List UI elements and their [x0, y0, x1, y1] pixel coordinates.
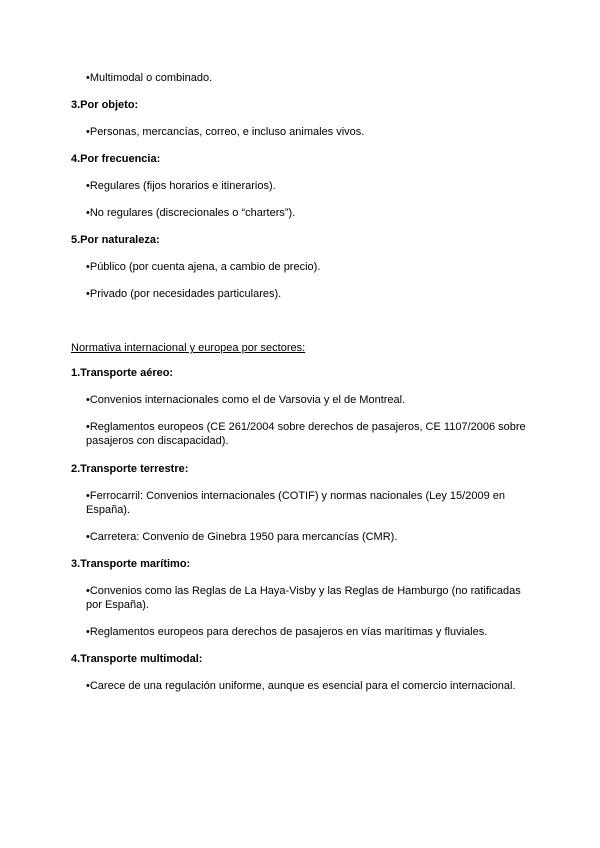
heading-por-objeto: 3.Por objeto: [71, 99, 139, 111]
bullet-publico: •Público (por cuenta ajena, a cambio de precio). [86, 261, 321, 273]
section-title-normativa: Normativa internacional y europea por sectores: [71, 342, 306, 354]
heading-por-naturaleza: 5.Por naturaleza: [71, 234, 160, 246]
bullet-multimodal: •Multimodal o combinado. [86, 72, 213, 84]
heading-transporte-terrestre: 2.Transporte terrestre: [71, 463, 189, 475]
heading-transporte-maritimo: 3.Transporte marítimo: [71, 558, 191, 570]
bullet-convenios-maritimo: •Convenios como las Reglas de La Haya-Visby y las Reglas de Hamburgo (no ratificadas por España). [86, 585, 521, 611]
bullet-carretera: •Carretera: Convenio de Ginebra 1950 para mercancías (CMR). [86, 531, 398, 543]
bullet-convenios-aereo: •Convenios internacionales como el de Varsovia y el de Montreal. [86, 394, 406, 406]
heading-transporte-aereo: 1.Transporte aéreo: [71, 367, 174, 379]
bullet-privado: •Privado (por necesidades particulares). [86, 288, 282, 300]
bullet-personas: •Personas, mercancías, correo, e incluso animales vivos. [86, 126, 365, 138]
heading-por-frecuencia: 4.Por frecuencia: [71, 153, 161, 165]
bullet-reglamentos-maritimo: •Reglamentos europeos para derechos de pasajeros en vías marítimas y fluviales. [86, 626, 488, 638]
bullet-regulacion-multimodal: •Carece de una regulación uniforme, aunque es esencial para el comercio internacional. [86, 680, 516, 692]
bullet-no-regulares: •No regulares (discrecionales o “charters”). [86, 207, 296, 219]
bullet-ferrocarril: •Ferrocarril: Convenios internacionales (COTIF) y normas nacionales (Ley 15/2009 en España). [86, 490, 505, 516]
bullet-reglamentos-aereo: •Reglamentos europeos (CE 261/2004 sobre derechos de pasajeros, CE 1107/2006 sobre pasajeros con discapacidad). [86, 421, 526, 447]
bullet-regulares: •Regulares (fijos horarios e itinerarios). [86, 180, 276, 192]
heading-transporte-multimodal: 4.Transporte multimodal: [71, 653, 203, 665]
